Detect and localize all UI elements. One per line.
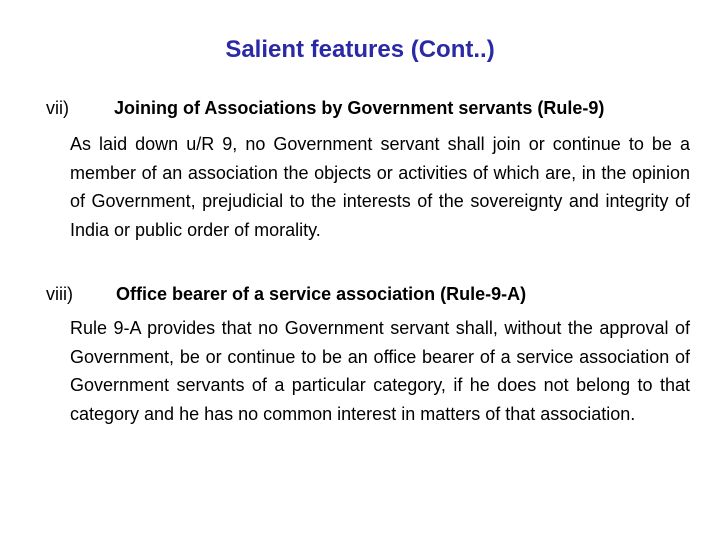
item-heading-text: Office bearer of a service association (Rule-9-A) [116,284,527,304]
item-body-rule-9a: Rule 9-A provides that no Government servant shall, without the approval of Government, be or continue to be an office bearer of a service association of Government servants of a particular category, if he does not belong to that category and he has no common interest in matters of that association. [70,318,690,424]
slide-title: Salient features (Cont..) [225,36,495,63]
item-number: vii) [46,98,69,118]
item-heading-rule-9a [46,280,706,308]
item-body-rule-9: As laid down u/R 9, no Government servant shall join or continue to be a member of an association the objects or activities of which are, in the opinion of Government, prejudicial to the interests of the sovereignty and integrity of India or public order of morality. [70,134,690,240]
item-number: viii) [46,284,73,304]
item-heading-text: Joining of Associations by Government servants (Rule-9) [114,98,605,118]
item-heading-rule-9 [46,94,706,122]
